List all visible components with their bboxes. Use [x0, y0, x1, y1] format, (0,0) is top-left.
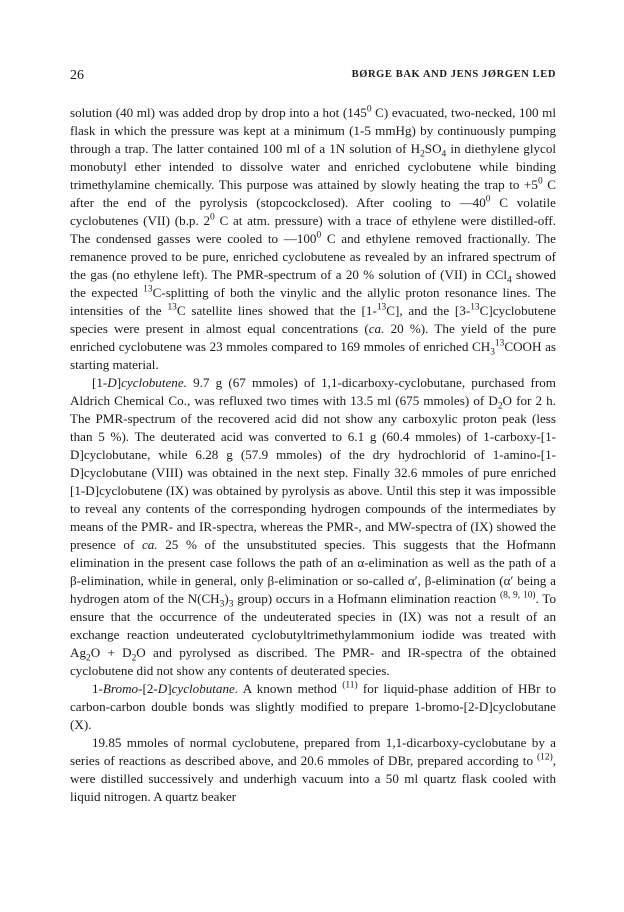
text-run: , were distilled successively and underhigh vacuum into a 50 ml quartz flask cooled with liquid nitrogen. A quartz beaker	[70, 753, 556, 804]
paragraph	[70, 680, 556, 734]
text-run: 0	[210, 212, 215, 223]
text-run: 4	[441, 149, 447, 160]
text-run: ]	[116, 375, 122, 390]
text-run: (11)	[342, 680, 358, 691]
text-run: (8, 9, 10)	[500, 590, 536, 601]
text-run: D	[157, 681, 168, 696]
text-run: 3	[490, 347, 495, 358]
paragraph	[70, 104, 556, 374]
text-run: cyclobutene.	[121, 375, 187, 390]
paragraph	[70, 374, 556, 680]
text-run: 13	[376, 302, 387, 313]
text-run: 3	[228, 599, 234, 610]
text-run: Bromo	[102, 681, 139, 696]
text-run: ca.	[368, 321, 385, 336]
body-text	[70, 104, 556, 806]
text-run: 2	[86, 653, 91, 664]
page-number: 26	[70, 68, 84, 83]
text-run: O for 2 h. The PMR-spectrum of the recovered acid did not show any carboxylic proton peak (less than 5 %). The deuterated acid was converted to 6.1 g (60.4 mmoles) of 1-carboxy-[1-D]cyclobutane, while 6.28 g (57.9 mmoles) of the dry hydrochlorid of 1-amino-[1-D]cyclobutane (VIII) was obtained in the next step. Finally 32.6 mmoles of pure enriched [1-D]cyclobutene (IX) was obtained by pyrolysis as above. Until this step it was impossible to reveal any contents of the corresponding hydrogen compounds of the intermediates by means of the PMR- and IR-spectra, whereas the PMR-, and MW-spectra of (IX) showed the presence of	[70, 393, 556, 552]
text-run: in diethylene glycol monobutyl ether intended to dissolve water and enriched cyclobutene while binding trimethylamine chemically. This purpose was attained by slowly heating the trap to +5	[70, 141, 556, 192]
text-run: 3	[219, 599, 225, 610]
text-run: showed the expected	[70, 267, 556, 300]
text-run: 13	[470, 302, 480, 313]
text-run: 13	[494, 338, 505, 349]
text-run: (12)	[537, 752, 553, 763]
text-run: 20 %). The yield of the pure enriched cyclobutene was 23 mmoles compared to 169 mmoles of enriched CH	[70, 321, 556, 354]
text-run: O and pyrolysed as discribed. The PMR- and IR-spectra of the obtained cyclobutene did not show any contents of deuterated species.	[70, 645, 557, 678]
text-run: C], and the [3-	[386, 303, 471, 318]
text-run: ]	[167, 681, 172, 696]
text-run: 0	[537, 176, 543, 187]
text-run: 0	[485, 194, 491, 205]
text-run: COOH as starting material.	[70, 339, 556, 372]
text-run: SO	[424, 141, 442, 156]
text-run: C satellite lines showed that the [1-	[176, 303, 377, 318]
text-run: solution (40 ml) was added drop by drop into a hot (145	[70, 105, 367, 120]
text-run: [1-	[92, 375, 108, 390]
text-run: for liquid-phase addition of HBr to carbon-carbon double bonds was slightly modified to prepare 1-bromo-[2-D]cyclobutane (X).	[70, 681, 556, 732]
text-run: C volatile cyclobutenes (VII) (b.p. 2	[70, 195, 556, 228]
text-run: ca.	[141, 537, 158, 552]
text-run: 0	[366, 104, 372, 115]
text-run: C) evacuated, two-necked, 100 ml flask in which the pressure was kept at a minimum (1-5 mmHg) by continuously pumping through a trap. The latter contained 100 ml of a 1N solution of H	[70, 105, 556, 156]
text-run: 25 % of the unsubstituted species. This suggests that the Hofmann elimination in the present case follows the path of an α-elimination as well as the path of a β-elimination, while in general, only β-elimination or so-called α′, β-elimination (α′ being a hydrogen atom of the N(CH	[70, 537, 556, 606]
text-run: 4	[506, 275, 512, 286]
text-run: -[2-	[138, 681, 158, 696]
text-run: 1-	[92, 681, 103, 696]
text-run: 2	[497, 401, 503, 412]
paragraph	[70, 734, 556, 806]
text-run: 13	[167, 302, 177, 313]
text-run: C at atm. pressure) with a trace of ethylene were distilled-off. The condensed gasses were cooled to —100	[70, 213, 556, 246]
text-run: C-splitting of both the vinylic and the allylic proton resonance lines. The intensities of the	[70, 285, 556, 318]
text-run: D	[107, 375, 117, 390]
text-run: . To ensure that the occurrence of the undeuterated species in (IX) was not a result of an exchange reaction undeuterated cyclobutyltrimethylammonium iodide was treated with Ag	[70, 591, 556, 660]
text-run: 13	[143, 284, 153, 295]
text-run: 0	[316, 230, 322, 241]
text-run: 2	[420, 149, 425, 160]
text-run: A known method	[238, 681, 343, 696]
text-run: cyclobutane.	[171, 681, 239, 696]
text-run: 19.85 mmoles of normal cyclobutene, prepared from 1,1-dicarboxy-cyclobutane by a series of reactions as described above, and 20.6 mmoles of DBr, prepared according to	[70, 735, 556, 768]
text-run: C]cyclobutene species were present in almost equal concentrations (	[70, 303, 556, 336]
text-run: C and ethylene removed fractionally. The remanence proved to be pure, enriched cyclobutene as revealed by an infrared spectrum of the gas (no ethylene left). The PMR-spectrum of a 20 % solution of (VII) in CCl	[70, 231, 556, 282]
text-run: group) occurs in a Hofmann elimination reaction	[233, 591, 500, 606]
text-run: O + D	[90, 645, 132, 660]
page-header	[70, 68, 556, 86]
text-run: )	[224, 591, 229, 606]
text-run: 9.7 g (67 mmoles) of 1,1-dicarboxy-cyclobutane, purchased from Aldrich Chemical Co., was refluxed two times with 13.5 ml (675 mmoles) of D	[70, 375, 556, 408]
running-head: BØRGE BAK AND JENS JØRGEN LED	[351, 69, 556, 80]
text-run: C after the end of the pyrolysis (stopcockclosed). After cooling to —40	[70, 177, 556, 210]
text-run: 2	[131, 653, 137, 664]
